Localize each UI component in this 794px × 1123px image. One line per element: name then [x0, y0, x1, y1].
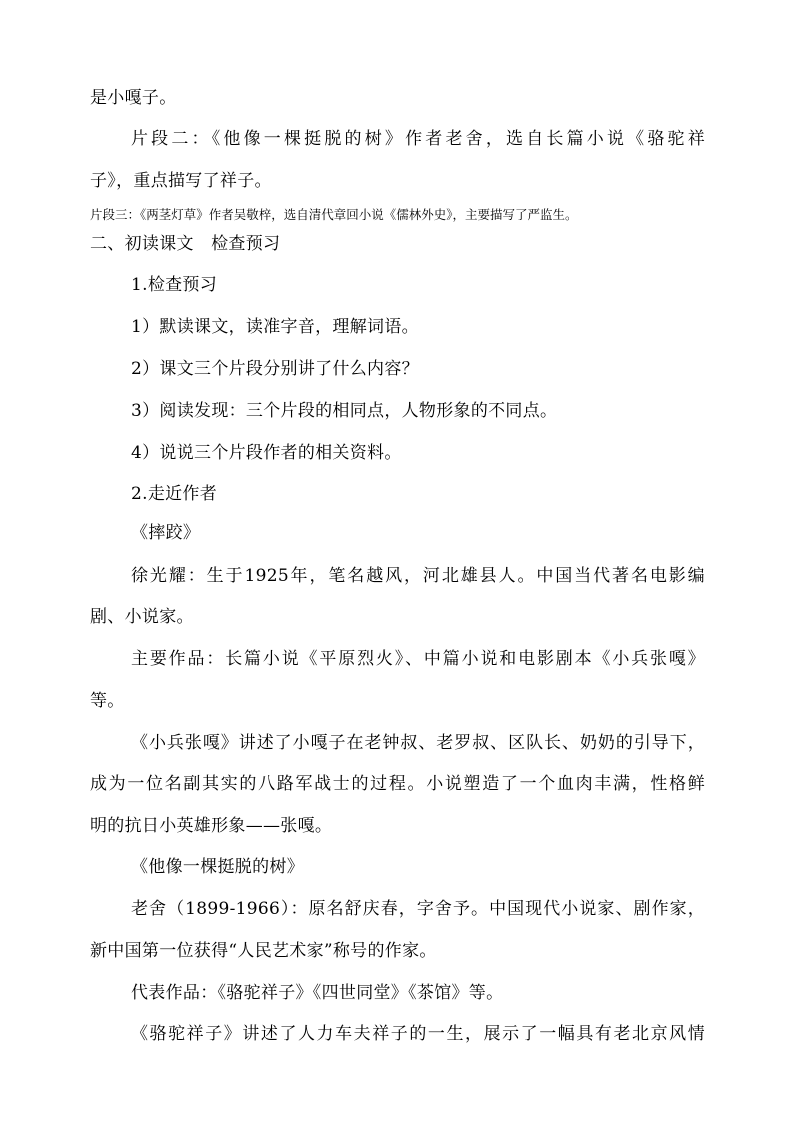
list-item: 1）默读课文，读准字音，理解词语。	[131, 317, 419, 337]
text-line: 是小嘎子。	[90, 88, 177, 108]
text-line: 成为一位名副其实的八路军战士的过程。小说塑造了一个血肉丰满，性格鲜	[90, 774, 705, 794]
text-line: 片段二：《他像一棵挺脱的树》作者老舍，选自长篇小说《骆驼祥	[131, 129, 705, 149]
text-line: 等。	[90, 691, 125, 711]
list-item: 2）课文三个片段分别讲了什么内容？	[131, 359, 419, 379]
text-line: 子》，重点描写了祥子。	[90, 171, 272, 191]
text-line: 明的抗日小英雄形象——张嘎。	[90, 816, 333, 836]
text-line: 新中国第一位获得“人民艺术家”称号的作家。	[90, 941, 437, 961]
text-line: 徐光耀：生于1925年，笔名越风，河北雄县人。中国当代著名电影编	[131, 566, 705, 586]
text-line: 《小兵张嘎》讲述了小嘎子在老钟叔、老罗叔、区队长、奶奶的引导下，	[131, 733, 705, 753]
text-line: 片段三：《两茎灯草》作者吴敬梓，选自清代章回小说《儒林外史》，主要描写了严监生。	[90, 207, 578, 222]
list-item: 3）阅读发现：三个片段的相同点，人物形象的不同点。	[131, 401, 558, 421]
list-item: 4）说说三个片段作者的相关资料。	[131, 443, 402, 463]
section-heading: 二、初读课文 检查预习	[90, 234, 281, 254]
subsection-heading: 2.走近作者	[131, 484, 218, 504]
text-line: 剧、小说家。	[90, 607, 194, 627]
work-title: 《摔跤》	[131, 523, 201, 543]
text-line: 主要作品：长篇小说《平原烈火》、中篇小说和电影剧本《小兵张嘎》	[131, 649, 705, 669]
text-line: 《骆驼祥子》讲述了人力车夫祥子的一生，展示了一幅具有老北京风情	[131, 1024, 705, 1044]
work-title: 《他像一棵挺脱的树》	[131, 857, 304, 877]
text-line: 老舍（1899-1966）：原名舒庆春，字舍予。中国现代小说家、剧作家，	[131, 899, 705, 919]
subsection-heading: 1.检查预习	[131, 275, 218, 295]
text-line: 代表作品：《骆驼祥子》《四世同堂》《茶馆》等。	[131, 983, 504, 1003]
